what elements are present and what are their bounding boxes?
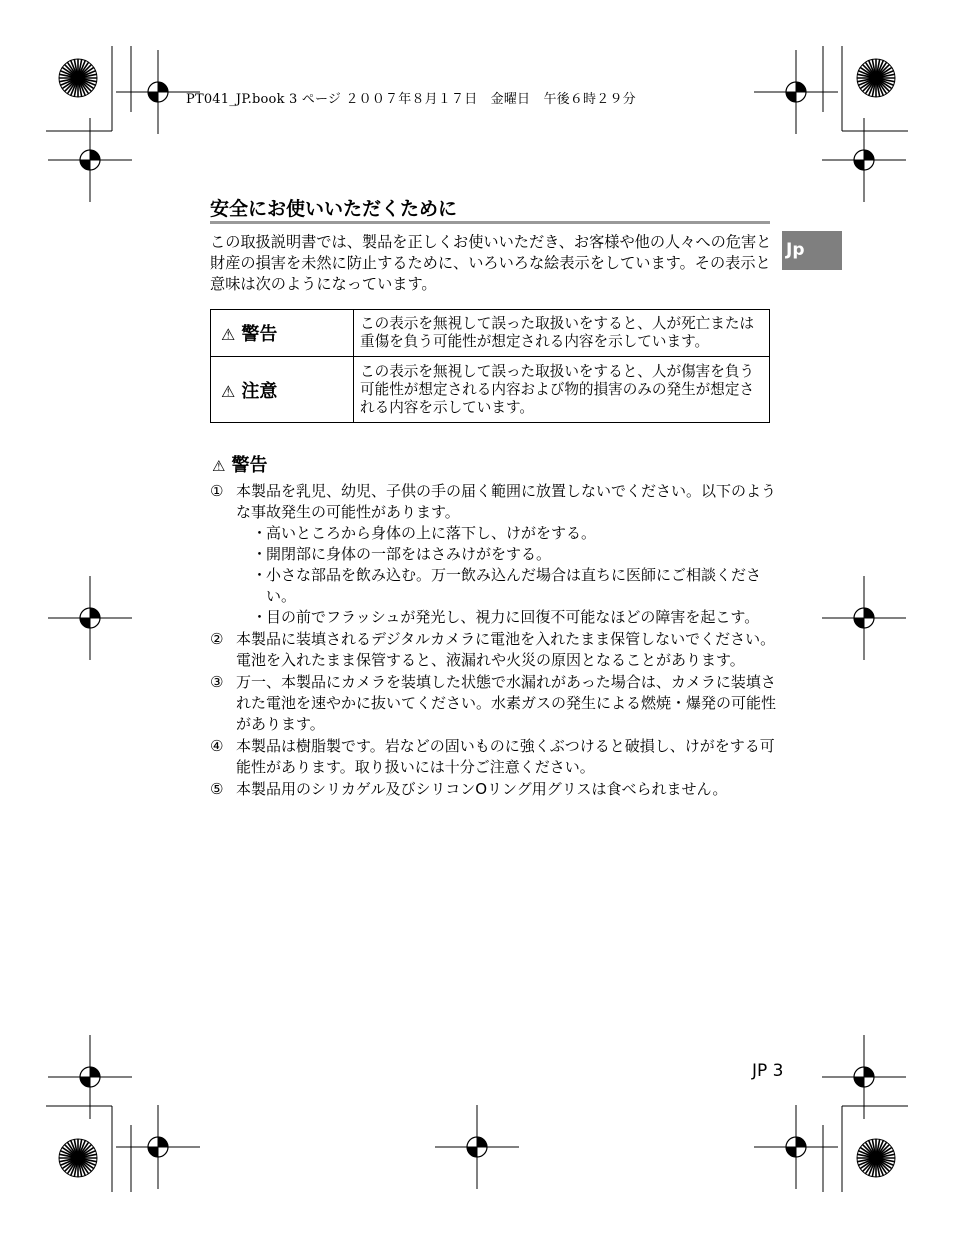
list-item: ② 本製品に装填されるデジタルカメラに電池を入れたまま保管しないでください。電池を入れたまま保管すると、液漏れや火災の原因となることがあります。 [210, 630, 776, 669]
symbol-legend-table [210, 309, 770, 423]
page-title: 安全にお使いいただくために [210, 198, 458, 220]
warning-list [210, 481, 776, 801]
list-item: ① 本製品を乳児、幼児、子供の手の届く範囲に放置しないでください。以下のような事故発生の可能性があります。 ・ 高いところから身体の上に落下し、けがをする。 ・ 開閉部に身体の一部をはさみけがをする。 ・ 小さな部品を飲み込む。万一飲み込んだ場合は直ちに医師にご相談ください。 ・ 目の前でフラッシュが発光し、視力に回復不可能なほどの障害を起こす。 [210, 482, 777, 626]
legend-label-warning: ⚠ 警告 [211, 310, 354, 357]
corner-star-bottom-right [857, 1139, 895, 1177]
legend-desc-caution: この表示を無視して誤った取扱いをすると、人が傷害を負う可能性が想定される内容および物的損害のみの発生が想定される内容を示しています。 [354, 357, 770, 423]
corner-star-top-right [857, 59, 895, 97]
intro-paragraph: この取扱説明書では、製品を正しくお使いいただき、お客様や他の人々への危害と財産の損害を未然に防止するために、いろいろな絵表示をしています。その表示と意味は次のようになっています。 [210, 233, 772, 293]
warning-triangle-icon: ⚠ [221, 325, 236, 344]
list-bullet: ・ 高いところから身体の上に落下し、けがをする。 [252, 524, 597, 542]
title-underline [210, 221, 770, 224]
list-item: ④ 本製品は樹脂製です。岩などの固いものに強くぶつけると破損し、けがをする可能性があります。取り扱いには十分ご注意ください。 [210, 737, 775, 776]
list-bullet: ・ 目の前でフラッシュが発光し、視力に回復不可能なほどの障害を起こす。 [252, 608, 760, 626]
list-item: ③ 万一、本製品にカメラを装填した状態で水漏れがあった場合は、カメラに装填された電池を速やかに抜いてください。水素ガスの発生による燃焼・爆発の可能性があります。 [210, 673, 777, 733]
list-bullet: ・ 小さな部品を飲み込む。万一飲み込んだ場合は直ちに医師にご相談ください。 [252, 566, 762, 605]
corner-star-top-left [59, 59, 97, 97]
list-bullet: ・ 開閉部に身体の一部をはさみけがをする。 [252, 545, 552, 563]
legend-row-warning [211, 310, 770, 357]
legend-desc-warning: この表示を無視して誤った取扱いをすると、人が死亡または重傷を負う可能性が想定される内容を示しています。 [354, 310, 770, 357]
caution-triangle-icon: ⚠ [221, 381, 236, 401]
warning-section-heading: ⚠ 警告 [212, 455, 268, 476]
corner-star-bottom-left [59, 1139, 97, 1177]
language-tab: Jp [782, 231, 842, 270]
print-header: PT041_JP.book 3 ページ ２００７年８月１７日 金曜日 午後６時２９分 [186, 92, 636, 107]
list-item: ⑤ 本製品用のシリカゲル及びシリコンOリング用グリスは食べられません。 [210, 780, 728, 798]
legend-label-caution: ⚠ 注意 [211, 357, 354, 423]
legend-row-caution [211, 357, 770, 423]
page-number: JP 3 [752, 1061, 784, 1081]
warning-triangle-icon: ⚠ [212, 457, 226, 475]
